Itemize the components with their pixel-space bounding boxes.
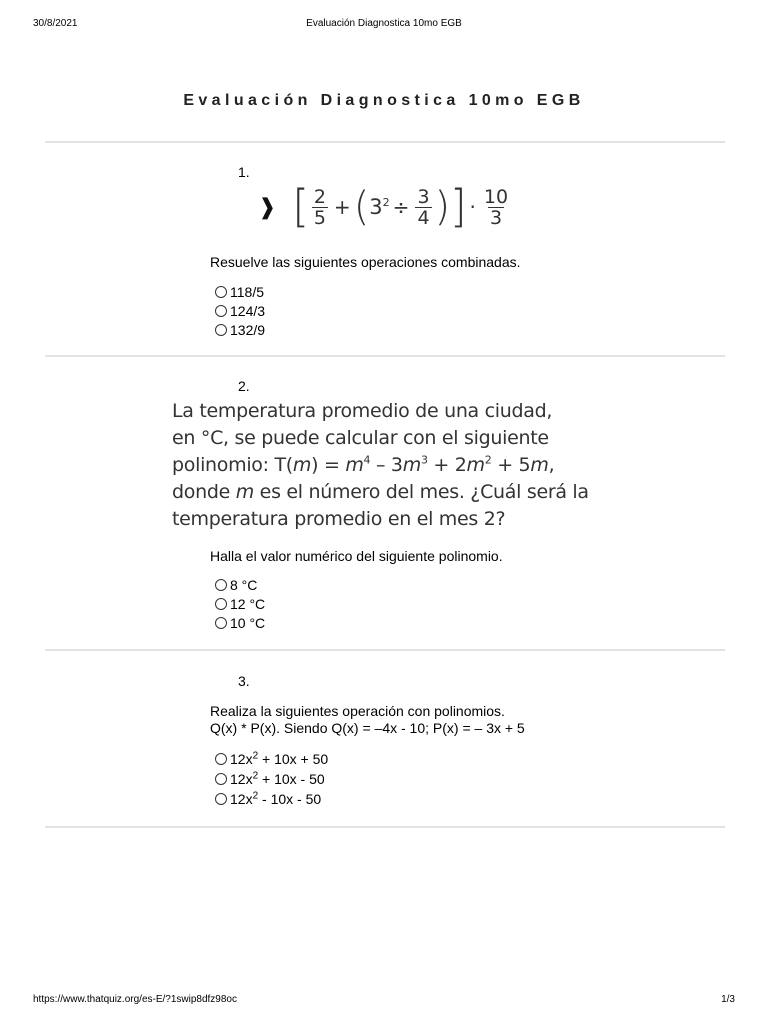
left-bracket: [ [292, 180, 309, 233]
question-2-text-image: La temperatura promedio de una ciudad, en °C, se puede calcular con el siguiente polinomio: $T(m) = m^4 - 3m^3 + 2m^2 + 5m$, donde m es el número del mes. ¿Cuál será la temperatura promedio en el mes 2? [172, 400, 589, 530]
fraction-3-4: $\frac{3}{4}$ [417, 185, 430, 229]
question-2-prompt: Halla el valor numérico del siguiente polinomio. [210, 548, 503, 564]
question-3-number: 3. [238, 673, 250, 689]
separator [45, 141, 725, 143]
radio-button[interactable] [215, 793, 227, 805]
separator [45, 649, 725, 651]
option-item[interactable]: 10 °C [215, 613, 265, 632]
option-item[interactable]: 132/9 [215, 320, 265, 339]
arrow-icon: ❱ [258, 194, 277, 220]
question-1-prompt: Resuelve las siguientes operaciones combinadas. [210, 254, 521, 270]
option-item[interactable]: $12x^2 + 10x - 50$ [215, 769, 328, 789]
power-3-2: $3^2$ [369, 195, 390, 219]
radio-button[interactable] [215, 324, 227, 336]
right-paren: ) [434, 184, 451, 230]
question-1-options [215, 282, 265, 339]
radio-button[interactable] [215, 753, 227, 765]
option-item[interactable]: 8 °C [215, 575, 265, 594]
option-item[interactable]: $12x^2 + 10x + 50$ [215, 749, 328, 769]
radio-button[interactable] [215, 617, 227, 629]
radio-button[interactable] [215, 286, 227, 298]
option-item[interactable]: 124/3 [215, 301, 265, 320]
radio-button[interactable] [215, 579, 227, 591]
question-2-number: 2. [238, 378, 250, 394]
page-title: Evaluación Diagnostica 10mo EGB [183, 92, 585, 109]
question-3-prompt: Realiza la siguientes operación con polinomios. Q(x) * P(x). Siendo Q(x) = –4x - 10; P(x) = – 3x + 5 [210, 703, 525, 736]
question-1-math-image: ❱ [ $\frac{2}{5}$ + ( $3^2$ ÷ $\frac{3}{4}$ ) ] · $\frac{10}{3}$ [258, 180, 509, 233]
question-1-number: 1. [238, 164, 250, 180]
fraction-10-3: $\frac{10}{3}$ [483, 185, 509, 229]
radio-button[interactable] [215, 305, 227, 317]
option-item[interactable]: 12 °C [215, 594, 265, 613]
option-item[interactable]: 118/5 [215, 282, 265, 301]
print-doc-title: Evaluación Diagnostica 10mo EGB [306, 18, 462, 29]
right-bracket: ] [450, 180, 467, 233]
page-number: 1/3 [721, 994, 735, 1005]
question-2-options [215, 575, 265, 632]
radio-button[interactable] [215, 773, 227, 785]
footer-url: https://www.thatquiz.org/es-E/?1swip8dfz98oc [33, 994, 237, 1005]
separator [45, 355, 725, 357]
question-3-options [215, 749, 328, 809]
left-paren: ( [353, 184, 370, 230]
radio-button[interactable] [215, 598, 227, 610]
option-item[interactable]: $12x^2 - 10x - 50$ [215, 789, 328, 809]
print-date: 30/8/2021 [33, 18, 78, 29]
fraction-2-5: $\frac{2}{5}$ [313, 185, 326, 229]
separator [45, 826, 725, 828]
